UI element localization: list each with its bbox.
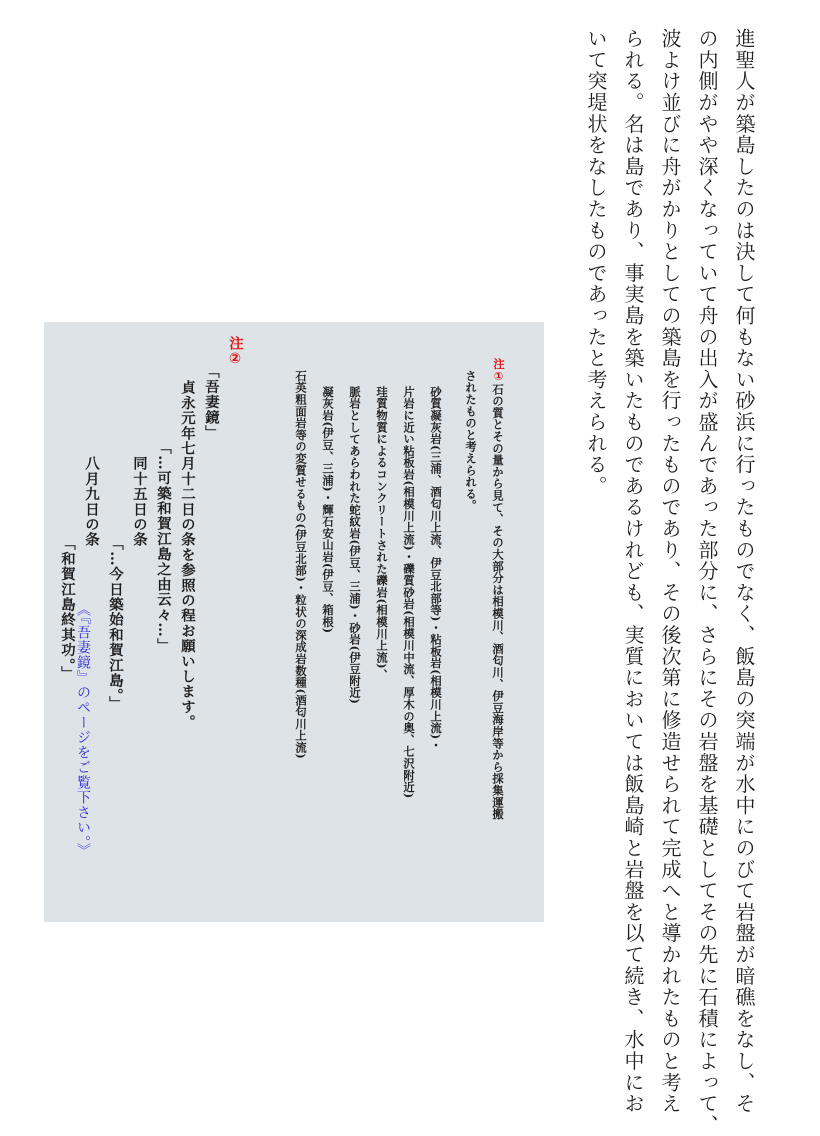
note-2-line: 「和賀江島終其功。」	[59, 536, 76, 681]
note-1-mark: 注①	[492, 358, 505, 384]
note-1-line: 珪質物質によるコンクリートされた礫岩(相模川上流)、	[375, 386, 389, 681]
article-line: 進聖人が築島したのは決して何もない砂浜に行ったものでなく、飯島の突端が水中にのびて岩盤が暗礁をなし、そ	[732, 28, 756, 1115]
note-1-line: 脈岩としてあらわれた蛇紋岩(伊豆、三浦)・砂岩(伊豆附近)	[348, 386, 362, 705]
note-1-line: 片岩に近い粘板岩(相模川上流)・礫質砂岩(相模川中流、厚木の奥、七沢附近)	[402, 386, 416, 799]
note-1-line: 石英粗面岩等の変質せるもの(伊豆北部)・粒状の深成岩数種(酒匂川上流)	[294, 370, 308, 760]
note-1-text: 石の質とその量から見て、その大部分は相模川、酒匂川、伊豆海岸等から採集運搬	[491, 383, 505, 820]
article-line: られる。名は島であり、事実島を築いたものであるけれども、実質においては飯島崎と岩盤を以て続き、水中にお	[621, 28, 645, 1115]
note-2-line: 八月九日の条	[83, 456, 100, 548]
article-line: の内側がやや深くなっていて舟の出入が盛んであった部分に、さらにその岩盤を基礎としてその先に石積によって、	[695, 28, 719, 1136]
notes-panel	[44, 322, 544, 922]
note-2-line: 貞永元年七月十二日の条を参照の程お願いします。	[179, 380, 196, 730]
note-2-mark	[223, 336, 247, 368]
note-2-line: 「…今日築始和賀江島。」	[107, 536, 124, 712]
note-1-line: 砂質凝灰岩(三浦、酒匂川上流、伊豆北部等)・粘板岩(相模川上流)・	[429, 386, 443, 752]
article-line: 波よけ並びに舟がかりとしての築島を行ったものであり、その後次第に修造せられて完成へと導かれたものと考え	[658, 28, 682, 1115]
note-1-line	[484, 358, 512, 820]
note-2-line: 「吾妻鏡」	[203, 364, 220, 440]
note-1-line: 凝灰岩(伊豆、三浦)・輝石安山岩(伊豆、箱根)	[321, 386, 335, 634]
note-1-line: されたものと考えられる。	[464, 370, 478, 512]
azuma-kagami-link[interactable]: 《『吾妻鏡』のページをご覧下さい。》	[75, 602, 91, 858]
note-2-line: 「…可築和賀江島之由云々…」	[155, 440, 172, 653]
article-line: いて突堤状をなしたものであったと考えられる。	[584, 28, 608, 497]
note-2-mark-text: 注②	[227, 336, 243, 368]
note-2-line: 同十五日の条	[131, 456, 148, 548]
